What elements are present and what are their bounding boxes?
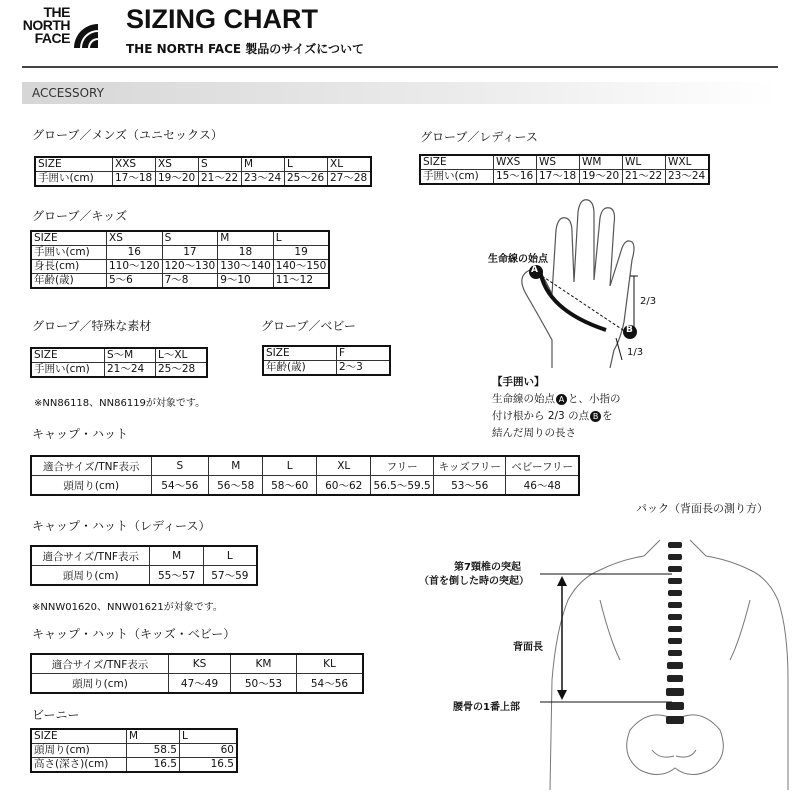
glove-kids-table bbox=[30, 230, 330, 289]
hand-mark-a: A bbox=[531, 265, 538, 275]
table-cell: 手囲い(cm) bbox=[35, 172, 113, 187]
table-cell: 手囲い(cm) bbox=[420, 170, 494, 185]
hand-ratio-bottom: 1/3 bbox=[627, 347, 644, 358]
glove-ladies-table bbox=[419, 154, 710, 185]
table-cell: 年齢(歳) bbox=[31, 274, 107, 289]
table-row bbox=[31, 246, 329, 260]
table-cell: 頭周り(cm) bbox=[31, 744, 127, 758]
hand-desc-title: 【手囲い】 bbox=[492, 376, 545, 388]
table-cell: フリー bbox=[371, 456, 434, 476]
hand-start-label: 生命線の始点 bbox=[488, 254, 548, 265]
table-cell: 50〜53 bbox=[230, 674, 296, 694]
table-cell: 17 bbox=[162, 246, 218, 260]
hand-description bbox=[492, 374, 621, 442]
table-cell: 16.5 bbox=[210, 758, 234, 770]
table-cell: 58.5 bbox=[127, 744, 180, 758]
hand-desc-line-1 bbox=[492, 391, 621, 408]
table-row bbox=[35, 172, 371, 187]
table-cell: M bbox=[242, 157, 285, 172]
table-cell: SIZE bbox=[420, 155, 494, 170]
beanie-title: ビーニー bbox=[32, 708, 80, 722]
table-cell: 60 bbox=[220, 744, 234, 756]
table-cell: SIZE bbox=[31, 729, 127, 744]
table-cell: SIZE bbox=[31, 348, 105, 363]
glove-special-table bbox=[30, 347, 208, 378]
table-cell: 手囲い(cm) bbox=[31, 363, 105, 378]
page-subtitle: THE NORTH FACE 製品のサイズについて bbox=[126, 42, 365, 56]
table-row bbox=[31, 566, 257, 586]
table-row bbox=[31, 260, 329, 274]
table-cell: 54〜56 bbox=[151, 476, 209, 496]
table-cell: 47〜49 bbox=[169, 674, 231, 694]
table-row bbox=[31, 758, 237, 773]
table-cell: 57〜59 bbox=[211, 569, 249, 582]
table-cell: 130〜140 bbox=[218, 260, 274, 274]
table-cell: 46〜48 bbox=[523, 479, 561, 492]
table-row bbox=[31, 456, 579, 476]
glove-special-note: ※NN86118、NN86119が対象です。 bbox=[34, 398, 206, 409]
table-cell: XL bbox=[330, 158, 344, 170]
table-cell: 23〜24 bbox=[242, 172, 285, 187]
table-cell: 25〜28 bbox=[158, 363, 196, 375]
table-cell: 頭周り(cm) bbox=[31, 674, 169, 694]
section-label: ACCESSORY bbox=[32, 86, 104, 100]
table-cell: 110〜120 bbox=[107, 260, 163, 274]
table-cell: 適合サイズ/TNF表示 bbox=[31, 546, 150, 566]
table-cell: 60〜62 bbox=[317, 476, 371, 496]
table-row bbox=[31, 476, 579, 496]
table-cell: 適合サイズ/TNF表示 bbox=[31, 654, 169, 674]
table-cell: WXL bbox=[668, 156, 692, 168]
table-cell: 19〜20 bbox=[580, 170, 623, 185]
table-cell: 140〜150 bbox=[275, 260, 327, 272]
table-cell: L bbox=[275, 232, 282, 244]
table-cell: 56〜58 bbox=[209, 476, 263, 496]
table-cell: F bbox=[339, 347, 346, 359]
hand-mark-b: B bbox=[626, 325, 633, 335]
table-row bbox=[31, 546, 257, 566]
table-row bbox=[31, 363, 207, 378]
brand-logo bbox=[18, 6, 98, 60]
table-cell: WM bbox=[580, 155, 623, 170]
hand-desc-text: と、小指の bbox=[568, 393, 621, 405]
table-row bbox=[31, 674, 363, 694]
glove-kids-title: グローブ／キッズ bbox=[32, 209, 128, 223]
pack-label-mid: 背面長 bbox=[513, 642, 543, 653]
table-cell: 高さ(深さ)(cm) bbox=[31, 758, 127, 773]
table-cell: 56.5〜59.5 bbox=[371, 476, 434, 496]
table-row bbox=[31, 729, 237, 744]
logo-line-3: FACE bbox=[34, 30, 70, 46]
table-cell: M bbox=[218, 231, 274, 246]
cap-hat-table bbox=[30, 455, 580, 496]
table-cell: 身長(cm) bbox=[31, 260, 107, 274]
hand-desc-text: を bbox=[602, 410, 613, 422]
logo-arcs-icon bbox=[72, 8, 98, 48]
table-cell: L bbox=[263, 456, 317, 476]
table-cell: 120〜130 bbox=[162, 260, 218, 274]
mark-a-icon: A bbox=[556, 394, 567, 405]
table-cell: L bbox=[182, 730, 188, 742]
table-cell: XS bbox=[107, 231, 163, 246]
table-cell: 11〜12 bbox=[275, 274, 314, 286]
table-row bbox=[31, 274, 329, 289]
pack-label-top-1: 第7頸椎の突起 bbox=[454, 562, 521, 573]
hand-desc-text: 生命線の始点 bbox=[492, 393, 555, 405]
table-cell: S〜M bbox=[105, 348, 156, 363]
table-row bbox=[35, 157, 371, 172]
table-cell: L bbox=[285, 157, 328, 172]
section-band bbox=[22, 82, 778, 104]
table-cell: 19〜20 bbox=[156, 172, 199, 187]
table-cell: KL bbox=[323, 658, 336, 670]
logo-line-2: NORTH bbox=[22, 17, 70, 33]
table-cell: 21〜22 bbox=[623, 170, 666, 185]
hand-ratio-top: 2/3 bbox=[640, 296, 657, 307]
table-row bbox=[31, 348, 207, 363]
table-cell: 9〜10 bbox=[218, 274, 274, 289]
table-cell: 21〜24 bbox=[105, 363, 156, 378]
cap-ladies-title: キャップ・ハット（レディース） bbox=[32, 519, 211, 533]
table-cell: 19 bbox=[294, 246, 308, 258]
table-cell: 年齢(歳) bbox=[263, 361, 337, 376]
table-row bbox=[263, 361, 390, 376]
table-cell: WL bbox=[623, 155, 666, 170]
table-cell: SIZE bbox=[263, 346, 337, 361]
pack-figure-title: パック（背面長の測り方） bbox=[636, 502, 768, 515]
glove-baby-title: グローブ／ベビー bbox=[261, 319, 356, 333]
page-title: SIZING CHART bbox=[126, 4, 318, 34]
table-cell: 頭周り(cm) bbox=[31, 566, 150, 586]
table-row bbox=[31, 231, 329, 246]
glove-mens-table bbox=[34, 156, 372, 187]
table-cell: 27〜28 bbox=[330, 172, 368, 184]
cap-kids-table bbox=[30, 653, 364, 694]
table-row bbox=[31, 654, 363, 674]
table-cell: KS bbox=[169, 654, 231, 674]
table-cell: 適合サイズ/TNF表示 bbox=[31, 456, 151, 476]
table-cell: XS bbox=[156, 157, 199, 172]
table-cell: 17〜18 bbox=[113, 172, 156, 187]
table-row bbox=[263, 346, 390, 361]
glove-special-title: グローブ／特殊な素材 bbox=[32, 319, 152, 333]
hand-desc-line-2 bbox=[492, 408, 621, 425]
table-cell: 頭周り(cm) bbox=[31, 476, 151, 496]
table-cell: SIZE bbox=[35, 157, 113, 172]
header-divider bbox=[22, 66, 778, 68]
table-cell: 54〜56 bbox=[310, 677, 349, 690]
pack-label-top-2: （首を倒した時の突起） bbox=[419, 576, 529, 587]
back-measurement-illustration bbox=[540, 530, 790, 792]
table-cell: 16 bbox=[107, 246, 163, 260]
table-cell: L〜XL bbox=[158, 349, 188, 361]
beanie-table bbox=[30, 728, 238, 773]
table-row bbox=[420, 170, 709, 185]
table-cell: S bbox=[199, 157, 242, 172]
table-cell: 55〜57 bbox=[150, 566, 203, 586]
table-cell: 5〜6 bbox=[107, 274, 163, 289]
table-row bbox=[31, 744, 237, 758]
logo-line-1: THE bbox=[43, 4, 70, 20]
table-cell: L bbox=[226, 550, 233, 562]
glove-mens-title: グローブ／メンズ（ユニセックス） bbox=[32, 128, 223, 142]
table-cell: 15〜16 bbox=[494, 170, 537, 185]
table-cell: キッズフリー bbox=[434, 456, 506, 476]
cap-ladies-table bbox=[30, 545, 258, 586]
cap-hat-title: キャップ・ハット bbox=[32, 427, 129, 441]
table-cell: 25〜26 bbox=[285, 172, 328, 187]
table-cell: 53〜56 bbox=[434, 476, 506, 496]
table-cell: 58〜60 bbox=[263, 476, 317, 496]
hand-measurement-illustration bbox=[486, 190, 666, 370]
table-cell: XL bbox=[317, 456, 371, 476]
table-cell: S bbox=[151, 456, 209, 476]
glove-ladies-title: グローブ／レディース bbox=[420, 130, 538, 144]
glove-baby-table bbox=[262, 345, 391, 376]
table-row bbox=[420, 155, 709, 170]
table-cell: M bbox=[209, 456, 263, 476]
mark-b-icon: B bbox=[590, 411, 601, 422]
table-cell: 16.5 bbox=[127, 758, 180, 773]
table-cell: S bbox=[162, 231, 218, 246]
table-cell: 18 bbox=[218, 246, 274, 260]
table-cell: M bbox=[127, 729, 180, 744]
table-cell: 2〜3 bbox=[339, 361, 363, 373]
table-cell: XXS bbox=[113, 157, 156, 172]
table-cell: M bbox=[150, 546, 203, 566]
cap-kids-title: キャップ・ハット（キッズ・ベビー） bbox=[32, 627, 236, 641]
table-cell: 23〜24 bbox=[668, 170, 706, 182]
table-cell: 21〜22 bbox=[199, 172, 242, 187]
hand-desc-line-3: 結んだ周りの長さ bbox=[492, 427, 576, 439]
table-cell: WXS bbox=[494, 155, 537, 170]
table-cell: 手囲い(cm) bbox=[31, 246, 107, 260]
table-cell: 7〜8 bbox=[162, 274, 218, 289]
table-cell: ベビーフリー bbox=[511, 460, 574, 473]
table-cell: 17〜18 bbox=[537, 170, 580, 185]
table-cell: WS bbox=[537, 155, 580, 170]
table-cell: SIZE bbox=[31, 231, 107, 246]
pack-label-bottom: 腰骨の1番上部 bbox=[453, 702, 520, 713]
cap-ladies-note: ※NNW01620、NNW01621が対象です。 bbox=[32, 602, 223, 613]
hand-desc-text: 付け根から 2/3 の点 bbox=[492, 410, 590, 422]
table-cell: KM bbox=[230, 654, 296, 674]
